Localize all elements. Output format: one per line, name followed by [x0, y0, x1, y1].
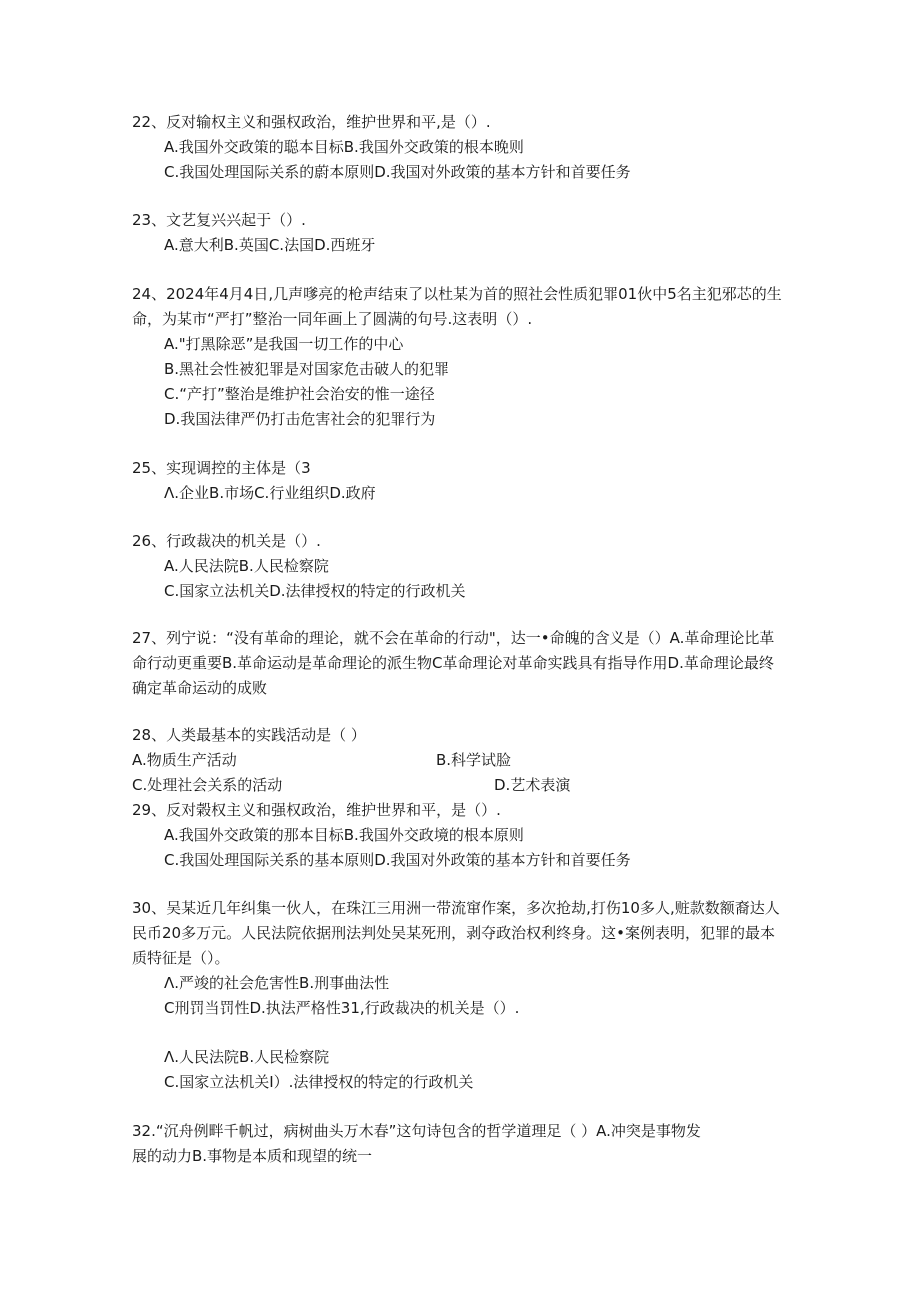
question-22-options-ab: A.我国外交政策的聪本目标B.我国外交政策的根本晚则 — [164, 138, 524, 156]
question-32-line2: 展的动力B.事物是本质和现望的统一 — [132, 1147, 373, 1165]
question-22-options-cd: C.我国处理国际关系的蔚本原则D.我国对外政策的基本方针和首要任务 — [164, 163, 631, 181]
question-25-stem: 25、实现调控的主体是（3 — [132, 459, 311, 477]
question-31-options-cd: C.国家立法机关I）.法律授权的特定的行政机关 — [164, 1073, 474, 1091]
question-30-line2: 民币20多万元。人民法院依据刑法判处吴某死刑，剥夺政治权利终身。这•案例表明，犯罪的最本 — [132, 924, 775, 942]
question-23-stem: 23、文艺复兴兴起于（）. — [132, 211, 306, 229]
question-28-option-a: A.物质生产活动 — [132, 751, 237, 769]
question-24-stem-line1: 24、2024年4月4日,几声嗲亮的枪声结束了以杜某为首的照社会性质犯罪01伙中5名主犯邪芯的生 — [132, 285, 782, 303]
question-31-options-ab: Λ.人民法院B.人民检察院 — [164, 1048, 330, 1066]
question-30-line3: 质特征是（）。 — [132, 949, 230, 967]
question-24-option-d: D.我国法律严仍打击危害社会的犯罪行为 — [164, 410, 436, 428]
question-27-line2: 命行动更重要B.革命运动是革命理论的派生物C革命理论对革命实践具有指导作用D.革命理论最终 — [132, 654, 774, 672]
question-30-options-ab: Λ.严竣的社会危害性B.刑事曲法性 — [164, 974, 390, 992]
question-22-stem: 22、反对输权主义和强权政治，维护世界和平,是（）. — [132, 113, 491, 131]
question-26-options-cd: C.国家立法机关D.法律授权的特定的行政机关 — [164, 582, 466, 600]
question-24-stem-line2: 命，为某市“严打”整治一同年画上了圆满的句号.这表明（）. — [132, 310, 533, 328]
question-24-option-c: C.“产打”整治是维护社会治安的惟一途径 — [164, 385, 435, 403]
question-29-stem: 29、反对榖权主义和强权政治，维护世界和平，是（）. — [132, 801, 501, 819]
question-26-stem: 26、行政裁决的机关是（）. — [132, 532, 321, 550]
question-32-line1: 32.“沉舟例畔千帆过，病树曲头万木春”这句诗包含的哲学道理足（ ）A.冲突是事物发 — [132, 1122, 701, 1140]
question-27-line3: 确定革命运动的成败 — [132, 679, 268, 697]
question-26-options-ab: A.人民法院B.人民检察院 — [164, 557, 329, 575]
question-28-option-d: D.艺术表演 — [494, 776, 571, 794]
question-30-line1: 30、吴某近几年纠集一伙人，在珠江三用洲一带流窜作案，多次抢劫,打伤10多人,赃款数额裔达人 — [132, 899, 780, 917]
question-25-options: Λ.企业B.市场C.行业组织D.政府 — [164, 484, 376, 502]
question-28-option-c: C.处理社会关系的活动 — [132, 776, 283, 794]
question-24-option-a: A."打黑除恶”是我国一切工作的中心 — [164, 335, 404, 353]
question-24-option-b: B.黑社会性被犯罪是对国家危击破人的犯罪 — [164, 360, 450, 378]
question-28-stem: 28、人类最基本的实践活动是（ ） — [132, 726, 366, 744]
question-28-option-b: B.科学试脸 — [436, 751, 512, 769]
question-30-options-cd: C刑罚当罚性D.执法严格性31,行政裁决的机关是（）. — [164, 999, 520, 1017]
question-27-line1: 27、列宁说：“没有革命的理论，就不会在革命的行动"，达一•命魄的含义是（）A.革命理论比革 — [132, 629, 775, 647]
question-29-options-ab: A.我国外交政策的那本目标B.我国外交政境的根本原则 — [164, 826, 524, 844]
question-29-options-cd: C.我国处理国际关系的基本原则D.我国对外政策的基本方针和首要任务 — [164, 851, 631, 869]
question-23-options: A.意大利B.英国C.法国D.西班牙 — [164, 236, 376, 254]
